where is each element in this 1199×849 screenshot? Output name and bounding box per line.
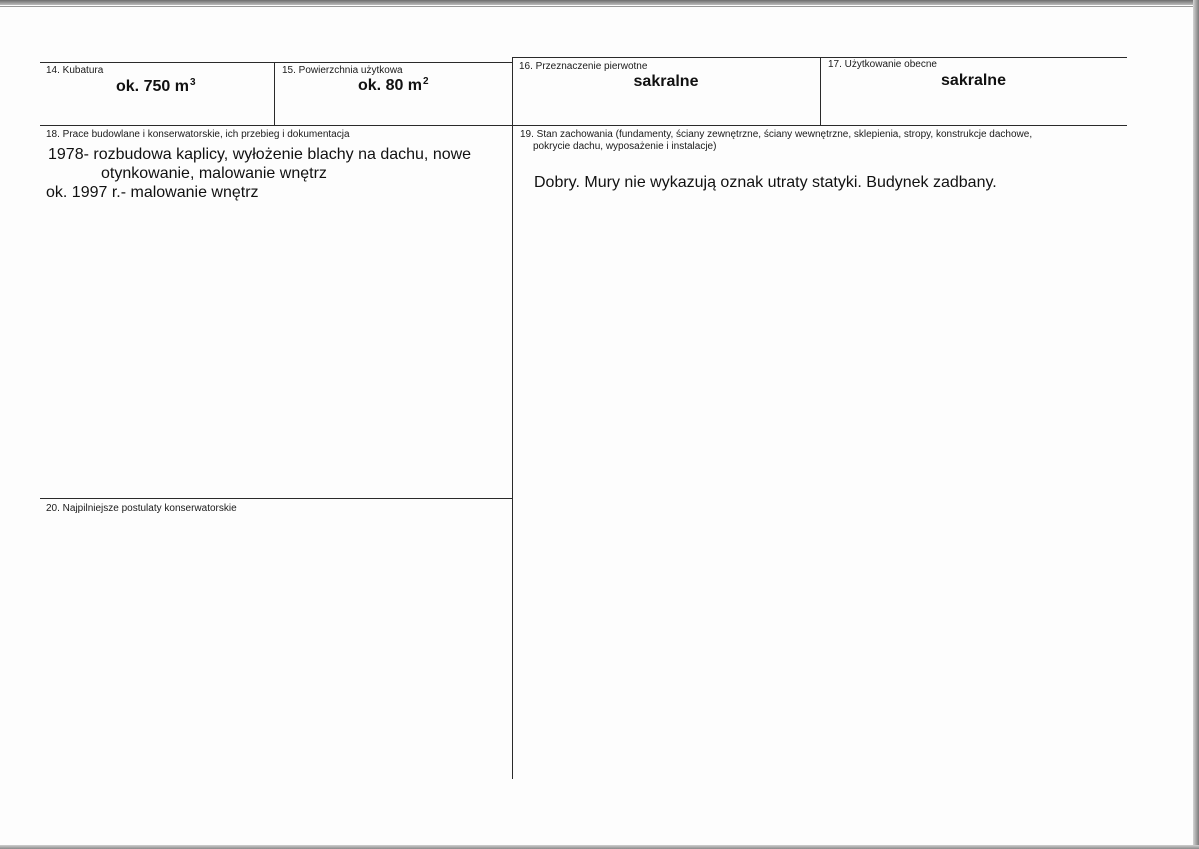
field-14-value-text: ok. 750 m — [116, 78, 189, 95]
field-16-label: 16. Przeznaczenie pierwotne — [519, 61, 648, 72]
field-14-value-exponent: 3 — [189, 76, 196, 88]
field-18-line-1: 1978- rozbudowa kaplicy, wyłożenie blachy na dachu, nowe — [48, 146, 472, 163]
field-16-value: sakralne — [633, 73, 699, 90]
scan-edge-top — [0, 0, 1199, 5]
field-17-value: sakralne — [941, 72, 1006, 89]
scan-edge-line — [0, 6, 1199, 7]
field-15-value-text: ok. 80 m — [358, 77, 423, 94]
field-15-value — [358, 77, 429, 95]
field-14-label: 14. Kubatura — [46, 65, 104, 76]
scan-edge-bottom — [0, 845, 1199, 849]
field-20-label: 20. Najpilniejsze postulaty konserwatorskie — [46, 503, 237, 514]
field-19-label-line-2: pokrycie dachu, wyposażenie i instalacje) — [533, 141, 717, 152]
field-18-line-3: ok. 1997 r.- malowanie wnętrz — [46, 184, 259, 201]
row1-bottom-border — [40, 125, 1127, 126]
field-18-label: 18. Prace budowlane i konserwatorskie, ich przebieg i dokumentacja — [46, 129, 350, 140]
row1-top-border-left — [40, 62, 512, 63]
field-17-label: 17. Użytkowanie obecne — [828, 59, 937, 70]
divider-14-15 — [274, 62, 275, 125]
divider-18-20 — [40, 498, 512, 499]
field-19-label-line-1: 19. Stan zachowania (fundamenty, ściany zewnętrzne, ściany wewnętrzne, sklepienia, stropy, konstrukcje dachowe, — [520, 129, 1033, 140]
divider-main — [512, 57, 513, 779]
field-18-line-2: otynkowanie, malowanie wnętrz — [101, 165, 327, 182]
field-15-value-exponent: 2 — [423, 75, 429, 87]
field-15-label: 15. Powierzchnia użytkowa — [282, 65, 403, 76]
scan-edge-right — [1193, 0, 1199, 849]
field-14-value — [116, 78, 196, 96]
divider-16-17 — [820, 57, 821, 125]
field-19-value: Dobry. Mury nie wykazują oznak utraty statyki. Budynek zadbany. — [534, 174, 997, 191]
